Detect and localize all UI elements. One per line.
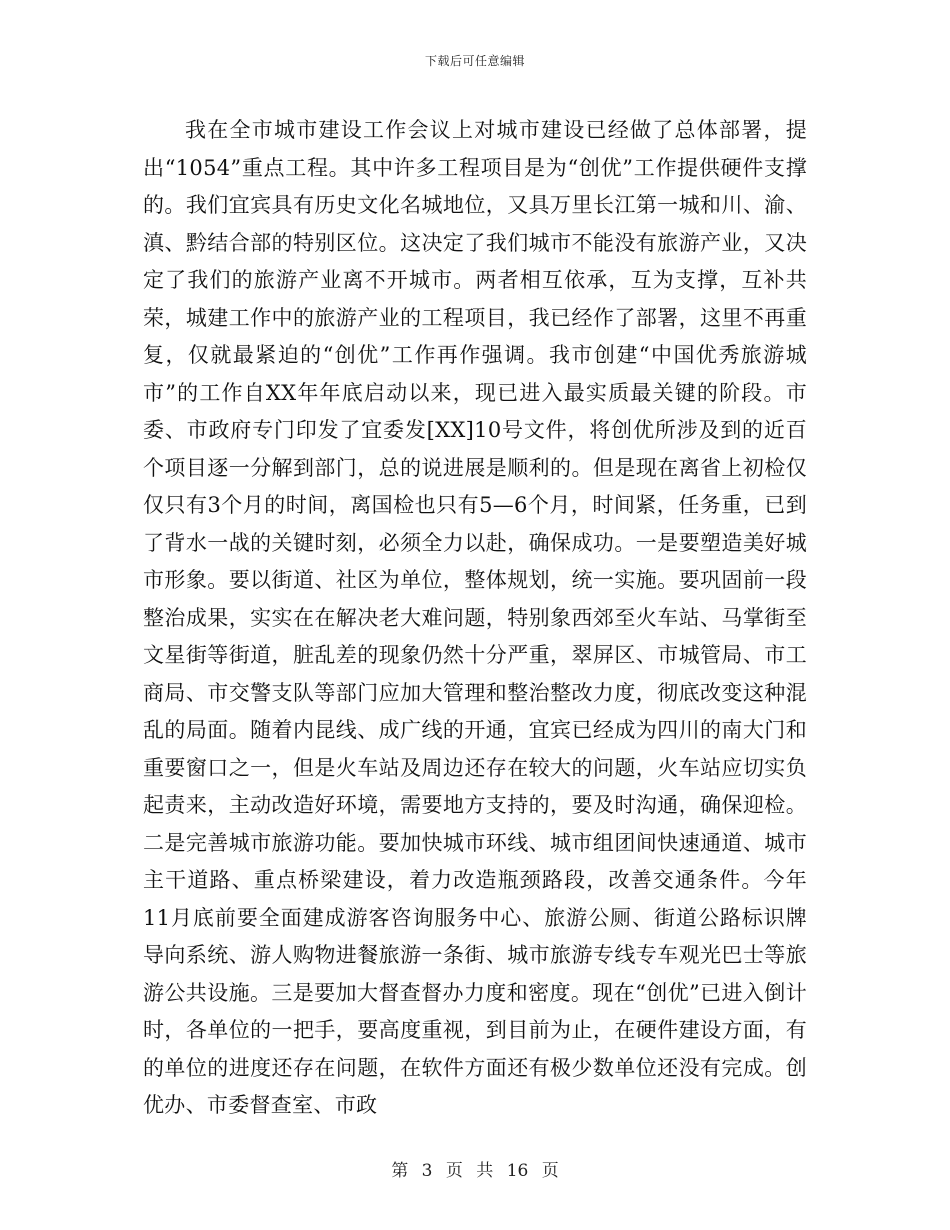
- header-note: 下载后可任意编辑: [424, 54, 525, 68]
- page-current: 3: [421, 1161, 433, 1181]
- page-label: 页: [445, 1161, 463, 1181]
- page-footer: [0, 1156, 950, 1181]
- page-total: 16: [506, 1161, 529, 1181]
- page-prefix: 第: [391, 1161, 409, 1181]
- page-suffix: 页: [541, 1161, 559, 1181]
- page-total-prefix: 共: [476, 1161, 494, 1181]
- body-paragraph: 我在全市城市建设工作会议上对城市建设已经做了总体部署，提出“1054”重点工程。其中许多工程项目是为“创优”工作提供硬件支撑的。我们宜宾具有历史文化名城地位，又具万里长江第一城和川、渝、滇、黔结合部的特别区位。这决定了我们城市不能没有旅游产业，又决定了我们的旅游产业离不开城市。两者相互依承，互为支撑，互补共荣，城建工作中的旅游产业的工程项目，我已经作了部署，这里不再重复，仅就最紧迫的“创优”工作再作强调。我市创建“中国优秀旅游城市”的工作自XX年年底启动以来，现已进入最实质最关键的阶段。市委、市政府专门印发了宜委发[XX]10号文件，将创优所涉及到的近百个项目逐一分解到部门，总的说进展是顺利的。但是现在离省上初检仅仅只有3个月的时间，离国检也只有5—6个月，时间紧，任务重，已到了背水一战的关键时刻，必须全力以赴，确保成功。一是要塑造美好城市形象。要以街道、社区为单位，整体规划，统一实施。要巩固前一段整治成果，实实在在解决老大难问题，特别象西郊至火车站、马掌街至文星街等街道，脏乱差的现象仍然十分严重，翠屏区、市城管局、市工商局、市交警支队等部门应加大管理和整治整改力度，彻底改变这种混乱的局面。随着内昆线、成广线的开通，宜宾已经成为四川的南大门和重要窗口之一，但是火车站及周边还存在较大的问题，火车站应切实负起责来，主动改造好环境，需要地方支持的，要及时沟通，确保迎检。二是完善城市旅游功能。要加快城市环线、城市组团间快速通道、城市主干道路、重点桥梁建设，着力改造瓶颈路段，改善交通条件。今年11月底前要全面建成游客咨询服务中心、旅游公厕、街道公路标识牌导向系统、游人购物进餐旅游一条街、城市旅游专线专车观光巴士等旅游公共设施。三是要加大督查督办力度和密度。现在“创优”已进入倒计时，各单位的一把手，要高度重视，到目前为止，在硬件建设方面，有的单位的进度还存在问题，在软件方面还有极少数单位还没有完成。创优办、市委督查室、市政: [143, 118, 807, 1117]
